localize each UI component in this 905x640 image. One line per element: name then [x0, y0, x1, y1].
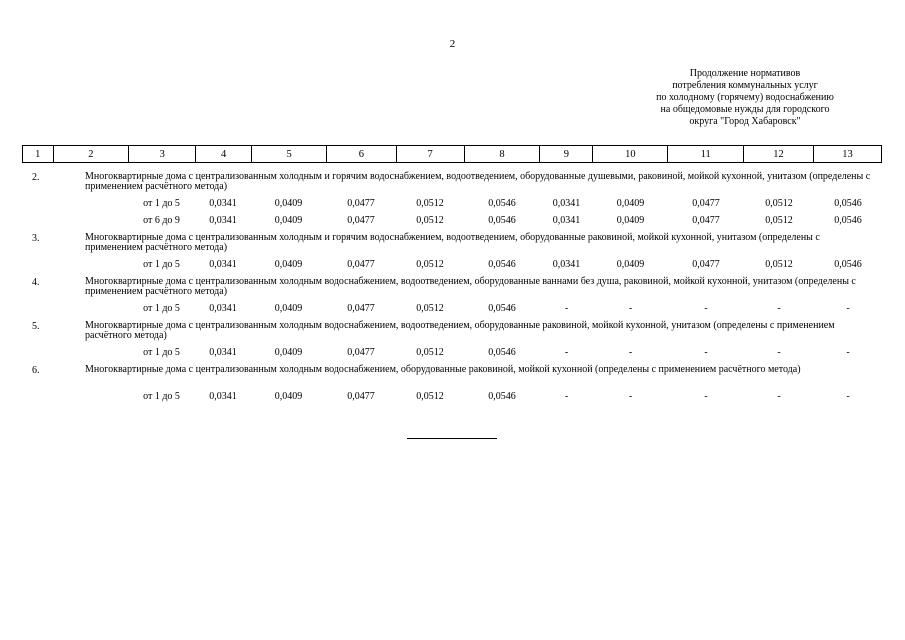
norm-value-cell: 0,0546 [834, 215, 862, 226]
norm-value-cell: - [628, 391, 633, 402]
norm-value-cell: 0,0409 [274, 259, 303, 270]
column-number-cell: 2 [53, 146, 129, 163]
norm-value-cell: 0,0477 [692, 198, 720, 209]
heading-line: на общедомовые нужды для городского [660, 104, 830, 115]
norm-value-cell: 0,0477 [347, 259, 375, 270]
floor-range-label: от 1 до 5 [143, 391, 180, 402]
column-number-cell: 9 [540, 146, 593, 163]
norm-value-cell: 0,0512 [416, 198, 444, 209]
norm-value-cell: 0,0477 [692, 215, 720, 226]
heading-line: по холодному (горячему) водоснабжению [656, 92, 834, 103]
norm-value-cell: 0,0409 [274, 303, 303, 314]
column-number-cell: 10 [593, 146, 668, 163]
column-number-cell: 3 [129, 146, 196, 163]
norm-value-cell: 0,0512 [416, 391, 444, 402]
row-description: Многоквартирные дома с централизованным холодным водоснабжением, водоотведением, оборудованные раковиной, мойкой кухонной, унитазом (определены с применением расчётного метода) [85, 320, 835, 341]
norm-value-cell: 0,0409 [274, 215, 303, 226]
document-heading [615, 68, 875, 128]
norm-value-cell: 0,0477 [347, 303, 375, 314]
norm-value-cell: 0,0341 [209, 347, 237, 358]
norm-value-cell: 0,0409 [274, 347, 303, 358]
norm-value-cell: 0,0512 [765, 215, 793, 226]
norm-value-cell: 0,0477 [347, 391, 375, 402]
heading-line: округа "Город Хабаровск" [689, 116, 801, 127]
value-row [22, 347, 882, 360]
norm-value-cell: - [564, 391, 569, 402]
norm-value-cell: - [704, 391, 708, 402]
value-row [22, 259, 882, 272]
norm-value-cell: 0,0341 [209, 259, 237, 270]
row-number: 3. [32, 233, 40, 244]
norm-value-cell: - [704, 303, 708, 314]
column-number-cell: 8 [464, 146, 540, 163]
column-number-cell: 4 [196, 146, 252, 163]
column-number-cell: 5 [252, 146, 327, 163]
value-row [22, 215, 882, 228]
norm-value-cell: 0,0546 [488, 215, 516, 226]
norm-value-cell: - [777, 303, 781, 314]
column-number-header [22, 145, 882, 163]
floor-range-label: от 1 до 5 [143, 198, 180, 209]
value-row [22, 391, 882, 404]
norm-value-cell: 0,0341 [209, 215, 237, 226]
row-number: 4. [32, 277, 40, 288]
norm-value-cell: 0,0546 [834, 198, 862, 209]
closing-rule [407, 438, 497, 439]
norm-value-cell: 0,0341 [552, 215, 581, 226]
norm-value-cell: 0,0512 [765, 259, 793, 270]
column-number-cell: 12 [744, 146, 814, 163]
floor-range-label: от 1 до 5 [143, 347, 180, 358]
column-number-cell: 11 [668, 146, 744, 163]
value-row [22, 303, 882, 316]
norm-value-cell: 0,0409 [274, 198, 303, 209]
column-number-cell: 6 [326, 146, 396, 163]
norm-value-cell: - [564, 303, 569, 314]
norm-value-cell: 0,0512 [765, 198, 793, 209]
row-description: Многоквартирные дома с централизованным холодным и горячим водоснабжением, водоотведением, оборудованные раковиной, мойкой кухонной, унитазом (определены с применением расчётного метода) [85, 232, 820, 253]
row-number: 5. [32, 321, 40, 332]
norm-value-cell: 0,0546 [488, 303, 516, 314]
norm-value-cell: 0,0546 [488, 347, 516, 358]
norm-value-cell: 0,0409 [274, 391, 303, 402]
norm-value-cell: 0,0409 [616, 215, 645, 226]
norm-value-cell: - [777, 391, 781, 402]
column-number-cell: 13 [813, 146, 881, 163]
floor-range-label: от 1 до 5 [143, 303, 180, 314]
column-number-cell: 1 [23, 146, 54, 163]
norm-value-cell: - [704, 347, 708, 358]
row-number: 6. [32, 365, 40, 376]
norm-value-cell: 0,0341 [209, 198, 237, 209]
norm-value-cell: - [564, 347, 569, 358]
norm-value-cell: 0,0341 [552, 198, 581, 209]
norm-value-cell: - [846, 391, 850, 402]
norm-value-cell: 0,0546 [488, 259, 516, 270]
norm-value-cell: 0,0512 [416, 259, 444, 270]
row-description: Многоквартирные дома с централизованным холодным водоснабжением, водоотведением, оборудованные ваннами без душа, раковиной, мойкой кухонной, унитазом (определены с применением расчётного метода) [85, 276, 856, 297]
floor-range-label: от 1 до 5 [143, 259, 180, 270]
norm-value-cell: 0,0477 [692, 259, 720, 270]
row-description: Многоквартирные дома с централизованным холодным водоснабжением, оборудованные раковиной, мойкой кухонной (определены с применением расчётного метода) [85, 364, 801, 375]
norm-value-cell: 0,0512 [416, 303, 444, 314]
norm-value-cell: 0,0546 [488, 391, 516, 402]
value-row [22, 198, 882, 211]
norm-value-cell: 0,0512 [416, 215, 444, 226]
norm-value-cell: - [628, 347, 633, 358]
norm-value-cell: 0,0477 [347, 215, 375, 226]
norm-value-cell: 0,0409 [616, 259, 645, 270]
norm-value-cell: 0,0512 [416, 347, 444, 358]
column-number-cell: 7 [396, 146, 464, 163]
norm-value-cell: 0,0477 [347, 198, 375, 209]
norm-value-cell: 0,0341 [209, 391, 237, 402]
heading-line: потребления коммунальных услуг [672, 80, 818, 91]
norm-value-cell: 0,0341 [209, 303, 237, 314]
norm-value-cell: 0,0477 [347, 347, 375, 358]
floor-range-label: от 6 до 9 [143, 215, 180, 226]
norm-value-cell: 0,0546 [488, 198, 516, 209]
norm-value-cell: 0,0341 [552, 259, 581, 270]
norm-value-cell: 0,0409 [616, 198, 645, 209]
norm-value-cell: - [846, 303, 850, 314]
heading-line: Продолжение нормативов [689, 68, 801, 79]
row-number: 2. [32, 172, 40, 183]
norm-value-cell: - [777, 347, 781, 358]
norm-value-cell: - [628, 303, 633, 314]
row-description: Многоквартирные дома с централизованным холодным и горячим водоснабжением, водоотведением, оборудованные душевыми, раковиной, мойкой кухонной, унитазом (определены с применением расчётного метода) [85, 171, 871, 192]
norm-value-cell: - [846, 347, 850, 358]
page-number: 2 [449, 38, 456, 50]
norm-value-cell: 0,0546 [834, 259, 862, 270]
